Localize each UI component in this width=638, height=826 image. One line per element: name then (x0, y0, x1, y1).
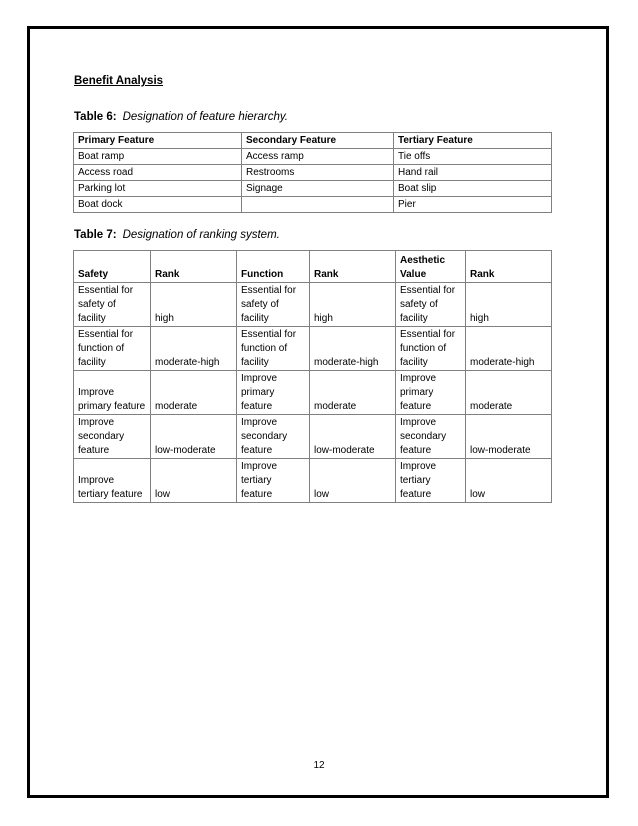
table-cell: Tie offs (394, 149, 552, 165)
table-cell: Improve primary feature (237, 371, 310, 415)
table-row (74, 149, 552, 165)
table-row (74, 415, 552, 459)
table-cell: Access road (74, 165, 242, 181)
table-cell: Essential for function of facility (74, 327, 151, 371)
table-cell: Essential for function of facility (396, 327, 466, 371)
table-cell: Restrooms (242, 165, 394, 181)
feature-hierarchy-table (73, 132, 552, 213)
table-cell: moderate-high (466, 327, 552, 371)
table-cell: Improve secondary feature (396, 415, 466, 459)
table6-caption-text: Designation of feature hierarchy. (122, 111, 288, 123)
table-header-row (74, 251, 552, 283)
table-cell: low-moderate (310, 415, 396, 459)
table-cell: Improve secondary feature (237, 415, 310, 459)
table-cell: Hand rail (394, 165, 552, 181)
table-cell: high (466, 283, 552, 327)
table-cell: Access ramp (242, 149, 394, 165)
table-row (74, 197, 552, 213)
table6-label: Table 6: (74, 111, 117, 123)
table-cell: Improve tertiary feature (74, 459, 151, 503)
table-row (74, 371, 552, 415)
table6-caption (74, 111, 288, 123)
table-cell: Improve tertiary feature (396, 459, 466, 503)
header-cell: Rank (466, 251, 552, 283)
table-cell: Signage (242, 181, 394, 197)
table-cell: moderate (310, 371, 396, 415)
header-cell: Rank (310, 251, 396, 283)
table-cell: Improve secondary feature (74, 415, 151, 459)
table-cell: moderate-high (310, 327, 396, 371)
header-cell: Secondary Feature (242, 133, 394, 149)
table7-caption (74, 229, 280, 241)
table7-caption-text: Designation of ranking system. (122, 229, 280, 241)
table-cell: moderate (151, 371, 237, 415)
header-cell: Aesthetic Value (396, 251, 466, 283)
table-cell: moderate-high (151, 327, 237, 371)
table-cell: Improve primary feature (396, 371, 466, 415)
table-cell: Pier (394, 197, 552, 213)
table-cell: high (310, 283, 396, 327)
table-cell: low-moderate (151, 415, 237, 459)
table-cell: Essential for safety of facility (74, 283, 151, 327)
table-row (74, 283, 552, 327)
table-cell: low (310, 459, 396, 503)
table-cell: high (151, 283, 237, 327)
table-cell (242, 197, 394, 213)
section-heading: Benefit Analysis (74, 75, 164, 87)
ranking-system-table (73, 250, 552, 503)
table-cell: low (466, 459, 552, 503)
header-cell: Tertiary Feature (394, 133, 552, 149)
table-cell: Boat slip (394, 181, 552, 197)
table-row (74, 165, 552, 181)
header-cell: Safety (74, 251, 151, 283)
table-cell: Improve primary feature (74, 371, 151, 415)
table-row (74, 459, 552, 503)
table-cell: Essential for function of facility (237, 327, 310, 371)
table-cell: Essential for safety of facility (396, 283, 466, 327)
header-cell: Rank (151, 251, 237, 283)
header-cell: Function (237, 251, 310, 283)
table-cell: Boat ramp (74, 149, 242, 165)
table-header-row (74, 133, 552, 149)
header-cell: Primary Feature (74, 133, 242, 149)
table7-label: Table 7: (74, 229, 117, 241)
page-number: 12 (313, 760, 325, 771)
table-cell: low-moderate (466, 415, 552, 459)
table-row (74, 327, 552, 371)
table-cell: low (151, 459, 237, 503)
table-cell: moderate (466, 371, 552, 415)
table-cell: Essential for safety of facility (237, 283, 310, 327)
table-cell: Parking lot (74, 181, 242, 197)
table-row (74, 181, 552, 197)
table-cell: Boat dock (74, 197, 242, 213)
table-cell: Improve tertiary feature (237, 459, 310, 503)
